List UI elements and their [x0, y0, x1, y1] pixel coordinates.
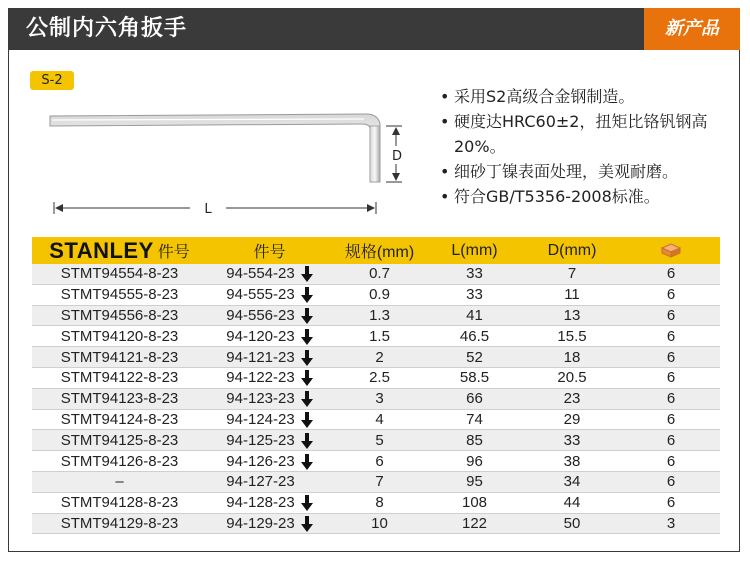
brand-header-cell — [32, 237, 207, 264]
length-cell: 33 — [427, 284, 522, 305]
table-row — [32, 492, 720, 513]
column-header-model: 件号 — [157, 244, 190, 261]
down-arrow-icon — [301, 308, 313, 324]
table-row — [32, 367, 720, 388]
table-row — [32, 451, 720, 472]
table-row — [32, 284, 720, 305]
model-number-cell: STMT94128-8-23 — [32, 492, 207, 513]
stanley-logo: STANLEY — [49, 237, 154, 263]
quantity-cell: 6 — [622, 264, 720, 284]
spec-table — [32, 237, 720, 534]
down-arrow-icon — [301, 370, 313, 386]
quantity-cell: 6 — [622, 451, 720, 472]
size-cell: 0.9 — [332, 284, 427, 305]
part-number-cell — [207, 492, 332, 513]
part-number-cell — [207, 367, 332, 388]
part-number-cell — [207, 388, 332, 409]
short-arm-cell: 50 — [522, 513, 622, 534]
quantity-cell: 6 — [622, 471, 720, 492]
hex-key-shape — [50, 114, 380, 182]
dimension-l — [54, 202, 376, 214]
feature-item: • 硬度达HRC60±2，扭矩比铬钒钢高20%。 — [440, 109, 740, 159]
short-arm-cell: 15.5 — [522, 326, 622, 347]
part-number: 94-122-23 — [226, 369, 295, 387]
model-number-cell: STMT94123-8-23 — [32, 388, 207, 409]
box-icon — [660, 242, 682, 258]
size-cell: 7 — [332, 471, 427, 492]
table-row — [32, 388, 720, 409]
length-cell: 33 — [427, 264, 522, 284]
new-product-badge: 新产品 — [644, 8, 740, 50]
size-cell: 5 — [332, 430, 427, 451]
quantity-cell: 6 — [622, 326, 720, 347]
length-cell: 66 — [427, 388, 522, 409]
spec-table-body — [32, 264, 720, 534]
hex-key-diagram — [40, 90, 430, 220]
dimension-d-label: D — [391, 149, 403, 164]
part-number: 94-556-23 — [226, 306, 295, 324]
title-bar — [8, 8, 740, 50]
dimension-l-label: L — [204, 202, 212, 217]
model-number-cell: STMT94555-8-23 — [32, 284, 207, 305]
table-row — [32, 513, 720, 534]
part-number: 94-125-23 — [226, 431, 295, 449]
down-arrow-icon — [301, 516, 313, 532]
part-number: 94-128-23 — [226, 494, 295, 512]
part-number: 94-129-23 — [226, 514, 295, 532]
part-number: 94-120-23 — [226, 327, 295, 345]
part-number-cell — [207, 305, 332, 326]
part-number: 94-124-23 — [226, 410, 295, 428]
part-number-cell — [207, 451, 332, 472]
down-arrow-icon — [301, 454, 313, 470]
feature-item: • 符合GB/T5356-2008标准。 — [440, 184, 740, 209]
size-cell: 1.3 — [332, 305, 427, 326]
table-header-row — [32, 237, 720, 264]
model-number-cell: STMT94129-8-23 — [32, 513, 207, 534]
down-arrow-icon — [301, 495, 313, 511]
size-cell: 6 — [332, 451, 427, 472]
model-number-cell: STMT94124-8-23 — [32, 409, 207, 430]
column-header-quantity — [622, 237, 720, 264]
part-number: 94-121-23 — [226, 348, 295, 366]
part-number: 94-127-23 — [226, 473, 295, 491]
feature-list — [440, 84, 740, 209]
table-row — [32, 409, 720, 430]
part-number-cell — [207, 347, 332, 368]
down-arrow-icon — [301, 329, 313, 345]
product-tag: S-2 — [30, 71, 74, 90]
model-number-cell: STMT94122-8-23 — [32, 367, 207, 388]
part-number-cell — [207, 513, 332, 534]
length-cell: 74 — [427, 409, 522, 430]
part-number-cell — [207, 284, 332, 305]
down-arrow-icon — [301, 266, 313, 282]
short-arm-cell: 38 — [522, 451, 622, 472]
table-row — [32, 326, 720, 347]
size-cell: 2.5 — [332, 367, 427, 388]
length-cell: 108 — [427, 492, 522, 513]
size-cell: 3 — [332, 388, 427, 409]
size-cell: 1.5 — [332, 326, 427, 347]
size-cell: 8 — [332, 492, 427, 513]
model-number-cell: STMT94554-8-23 — [32, 264, 207, 284]
size-cell: 4 — [332, 409, 427, 430]
table-row — [32, 430, 720, 451]
model-number-cell: STMT94556-8-23 — [32, 305, 207, 326]
model-number-cell: – — [32, 471, 207, 492]
down-arrow-icon — [301, 412, 313, 428]
short-arm-cell: 7 — [522, 264, 622, 284]
length-cell: 41 — [427, 305, 522, 326]
down-arrow-icon — [301, 433, 313, 449]
quantity-cell: 6 — [622, 492, 720, 513]
down-arrow-icon — [301, 287, 313, 303]
quantity-cell: 6 — [622, 388, 720, 409]
column-header-size: 规格(mm) — [332, 237, 427, 264]
column-header-short-arm: D(mm) — [522, 237, 622, 264]
table-row — [32, 264, 720, 284]
part-number-cell — [207, 409, 332, 430]
length-cell: 95 — [427, 471, 522, 492]
model-number-cell: STMT94120-8-23 — [32, 326, 207, 347]
model-number-cell: STMT94126-8-23 — [32, 451, 207, 472]
short-arm-cell: 18 — [522, 347, 622, 368]
size-cell: 10 — [332, 513, 427, 534]
short-arm-cell: 44 — [522, 492, 622, 513]
model-number-cell: STMT94125-8-23 — [32, 430, 207, 451]
length-cell: 122 — [427, 513, 522, 534]
length-cell: 58.5 — [427, 367, 522, 388]
length-cell: 96 — [427, 451, 522, 472]
feature-item: • 采用S2高级合金钢制造。 — [440, 84, 740, 109]
quantity-cell: 3 — [622, 513, 720, 534]
part-number-cell — [207, 326, 332, 347]
quantity-cell: 6 — [622, 347, 720, 368]
short-arm-cell: 34 — [522, 471, 622, 492]
table-row — [32, 471, 720, 492]
length-cell: 52 — [427, 347, 522, 368]
part-number-cell — [207, 430, 332, 451]
part-number-cell — [207, 264, 332, 284]
model-number-cell: STMT94121-8-23 — [32, 347, 207, 368]
short-arm-cell: 29 — [522, 409, 622, 430]
quantity-cell: 6 — [622, 367, 720, 388]
length-cell: 85 — [427, 430, 522, 451]
quantity-cell: 6 — [622, 409, 720, 430]
part-number: 94-123-23 — [226, 390, 295, 408]
down-arrow-icon — [301, 391, 313, 407]
part-number-cell — [207, 471, 332, 492]
table-row — [32, 347, 720, 368]
short-arm-cell: 11 — [522, 284, 622, 305]
size-cell: 2 — [332, 347, 427, 368]
length-cell: 46.5 — [427, 326, 522, 347]
part-number: 94-554-23 — [226, 265, 295, 283]
page-title: 公制内六角扳手 — [26, 16, 188, 41]
down-arrow-icon — [301, 350, 313, 366]
quantity-cell: 6 — [622, 305, 720, 326]
table-row — [32, 305, 720, 326]
quantity-cell: 6 — [622, 430, 720, 451]
feature-item: • 细砂丁镍表面处理，美观耐磨。 — [440, 159, 740, 184]
column-header-length: L(mm) — [427, 237, 522, 264]
size-cell: 0.7 — [332, 264, 427, 284]
short-arm-cell: 20.5 — [522, 367, 622, 388]
part-number: 94-126-23 — [226, 452, 295, 470]
part-number: 94-555-23 — [226, 286, 295, 304]
short-arm-cell: 33 — [522, 430, 622, 451]
short-arm-cell: 23 — [522, 388, 622, 409]
column-header-part: 件号 — [207, 237, 332, 264]
short-arm-cell: 13 — [522, 305, 622, 326]
quantity-cell: 6 — [622, 284, 720, 305]
